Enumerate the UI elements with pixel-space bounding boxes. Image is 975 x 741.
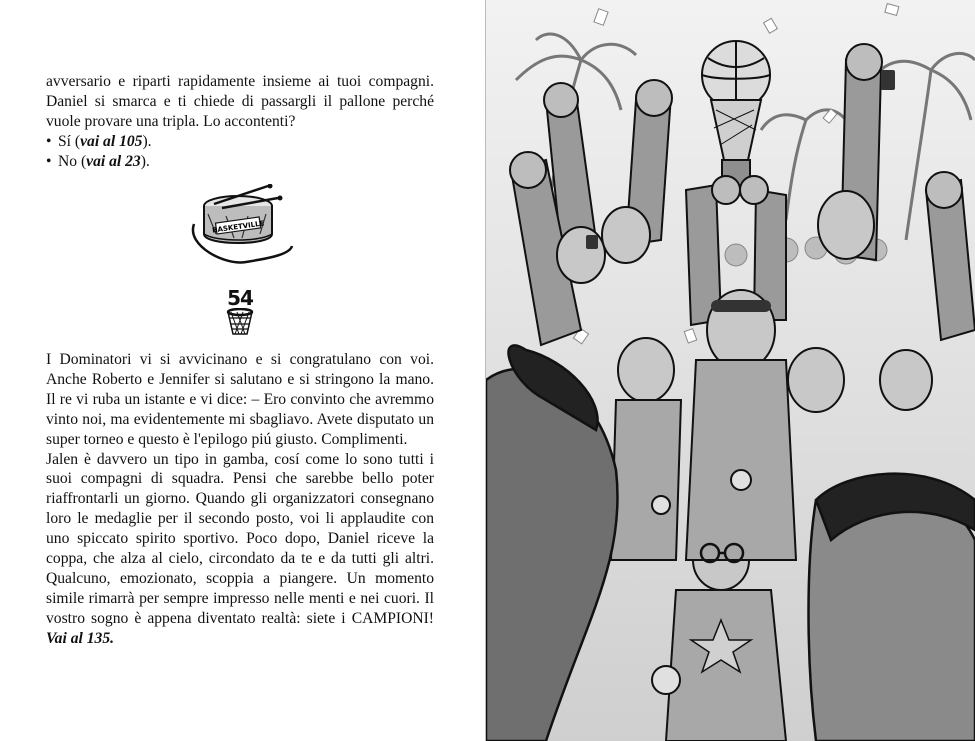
left-page	[0, 0, 486, 741]
goto-link[interactable]: Vai al 135.	[46, 629, 115, 647]
choice-no[interactable]: • No (vai al 23).	[46, 152, 434, 172]
choice-list	[46, 132, 434, 172]
choice-yes-goto: vai al 105	[80, 132, 143, 150]
drum-label: BASKETVILLE	[211, 219, 265, 235]
drum-icon	[186, 184, 296, 266]
text-block-top	[46, 72, 434, 172]
celebrating-team-illustration-icon	[486, 0, 975, 741]
text-block-chapter	[46, 350, 434, 649]
basketball-hoop-icon	[225, 308, 255, 338]
paragraph-jalen: Jalen è davvero un tipo in gamba, cosí come lo sono tutti i suoi compagni di squadra. Pensi che sarebbe bello poter riaffrontarli un giorno. Quando gli organizzatori consegnano loro le medaglie per il secondo posto, voi li applaudite con uno spiccato spirito sportivo. Poco dopo, Daniel riceve la coppa, che alza al cielo, circondato da te e da tutti gli altri. Qualcuno, emozionato, scoppia a piangere. Un momento simile rimarrà per sempre impresso nelle menti e nei cuori. Il vostro sogno è appena diventato realtà: siete i CAMPIONI! Vai al 135.	[46, 450, 434, 647]
paragraph-dominators: I Dominatori vi si avvicinano e si congratulano con voi. Anche Roberto e Jennifer si salutano e si stringono la mano. Il re vi ruba un istante e vi dice: – Ero convinto che avremmo vinto noi, ma evidentemente mi sbagliavo. Avete disputato un super torneo e questo è l'epilogo piú giusto. Complimenti.	[46, 351, 434, 448]
choice-no-goto: vai al 23	[86, 152, 141, 170]
choice-yes[interactable]: • Sí (vai al 105).	[46, 132, 434, 152]
paragraph-intro: avversario e riparti rapidamente insieme ai tuoi compagni. Daniel si smarca e ti chiede di passargli il pallone perché vuole provare una tripla. Lo accontenti?	[46, 73, 434, 130]
chapter-number: 54	[227, 286, 253, 310]
